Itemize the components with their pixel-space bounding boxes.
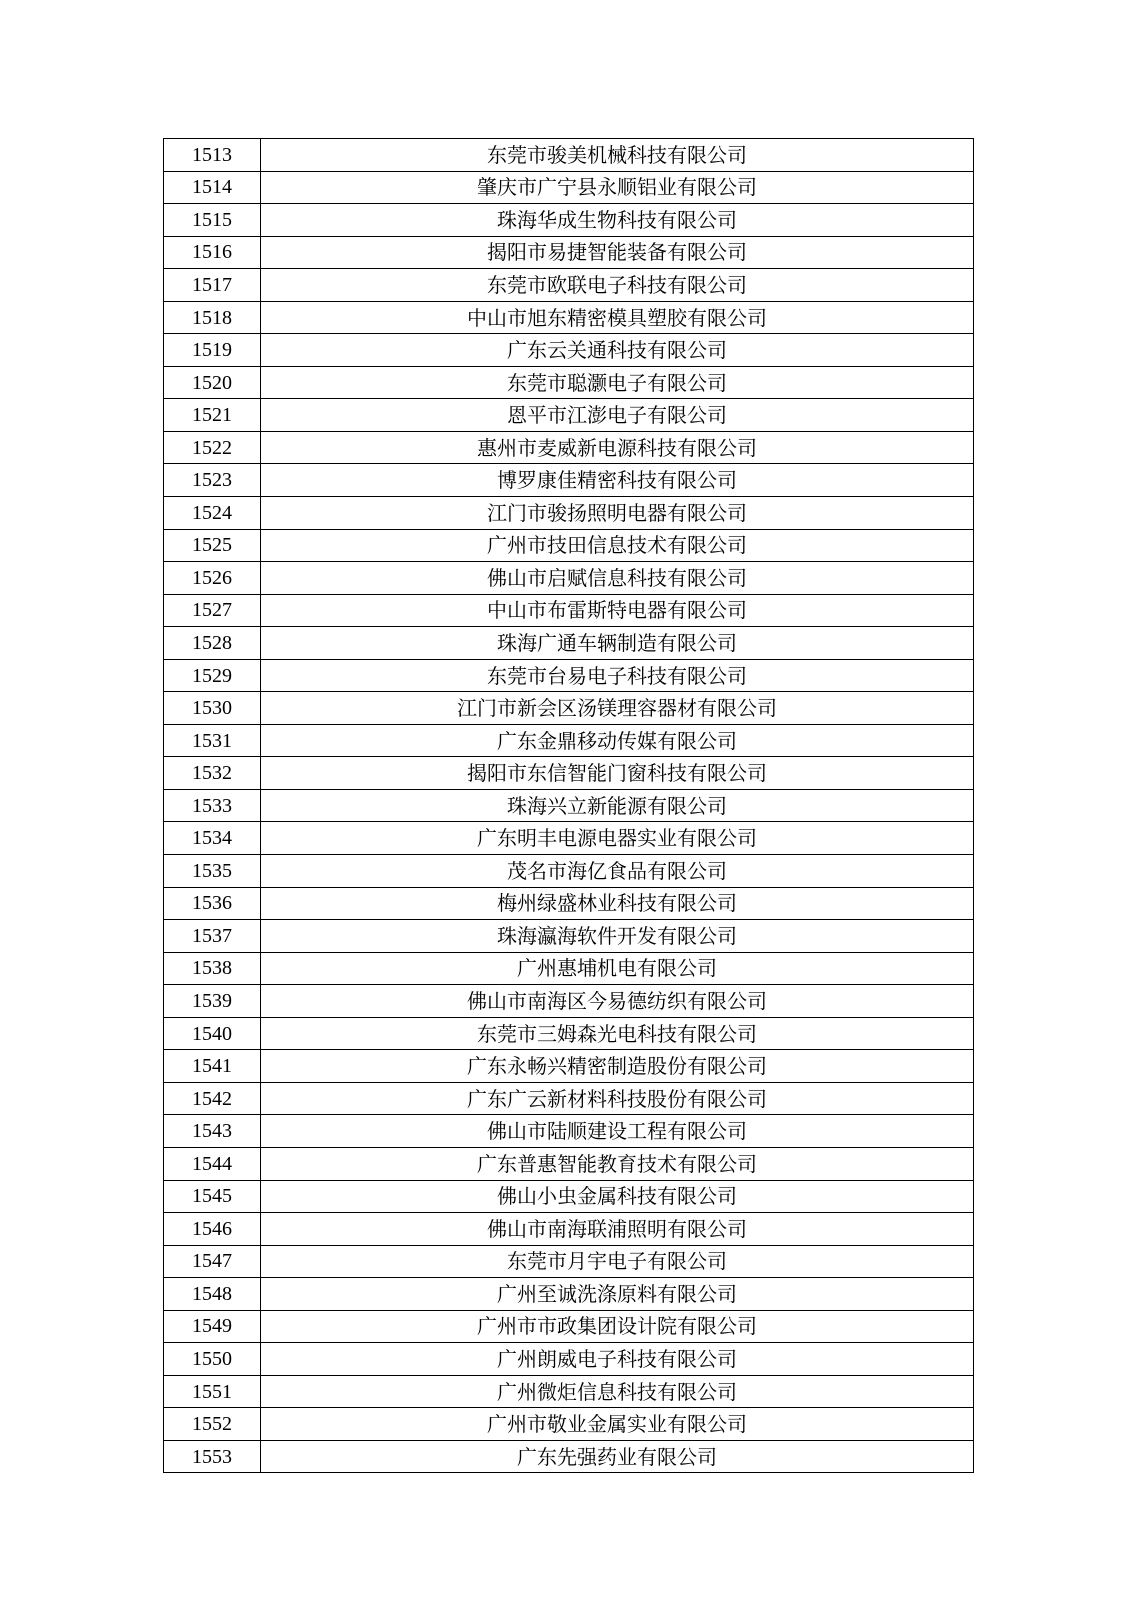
row-number-cell: 1521 [164,399,261,432]
company-name-cell: 广州市技田信息技术有限公司 [261,529,974,562]
company-name-cell: 东莞市欧联电子科技有限公司 [261,269,974,302]
company-list-table [163,138,974,1473]
table-row [164,1375,974,1408]
table-row [164,334,974,367]
table-row [164,1408,974,1441]
company-name-cell: 珠海华成生物科技有限公司 [261,204,974,237]
row-number-cell: 1523 [164,464,261,497]
table-row [164,692,974,725]
table-row [164,920,974,953]
company-name-cell: 东莞市三姆森光电科技有限公司 [261,1017,974,1050]
row-number-cell: 1525 [164,529,261,562]
row-number-cell: 1552 [164,1408,261,1441]
company-name-cell: 广东明丰电源电器实业有限公司 [261,822,974,855]
row-number-cell: 1531 [164,724,261,757]
row-number-cell: 1530 [164,692,261,725]
company-name-cell: 江门市新会区汤镁理容器材有限公司 [261,692,974,725]
row-number-cell: 1535 [164,855,261,888]
row-number-cell: 1545 [164,1180,261,1213]
table-row [164,789,974,822]
row-number-cell: 1538 [164,952,261,985]
row-number-cell: 1524 [164,497,261,530]
row-number-cell: 1527 [164,594,261,627]
company-name-cell: 中山市旭东精密模具塑胶有限公司 [261,301,974,334]
company-name-cell: 珠海兴立新能源有限公司 [261,789,974,822]
table-row [164,1245,974,1278]
row-number-cell: 1520 [164,366,261,399]
table-row [164,464,974,497]
row-number-cell: 1537 [164,920,261,953]
table-row [164,1440,974,1473]
table-row [164,529,974,562]
table-row [164,1343,974,1376]
table-row [164,659,974,692]
row-number-cell: 1544 [164,1147,261,1180]
row-number-cell: 1542 [164,1082,261,1115]
table-row [164,1310,974,1343]
table-row [164,724,974,757]
table-row [164,757,974,790]
company-name-cell: 东莞市台易电子科技有限公司 [261,659,974,692]
row-number-cell: 1529 [164,659,261,692]
table-row [164,594,974,627]
table-row [164,1050,974,1083]
row-number-cell: 1550 [164,1343,261,1376]
table-row [164,431,974,464]
row-number-cell: 1548 [164,1278,261,1311]
row-number-cell: 1514 [164,171,261,204]
row-number-cell: 1549 [164,1310,261,1343]
row-number-cell: 1551 [164,1375,261,1408]
company-name-cell: 佛山市南海区今易德纺织有限公司 [261,985,974,1018]
company-name-cell: 广州至诚洗涤原料有限公司 [261,1278,974,1311]
row-number-cell: 1543 [164,1115,261,1148]
table-row [164,627,974,660]
table-row [164,269,974,302]
company-name-cell: 广东云关通科技有限公司 [261,334,974,367]
table-row [164,204,974,237]
company-name-cell: 广州惠埔机电有限公司 [261,952,974,985]
row-number-cell: 1518 [164,301,261,334]
table-row [164,855,974,888]
company-name-cell: 惠州市麦威新电源科技有限公司 [261,431,974,464]
table-row [164,1082,974,1115]
table-row [164,822,974,855]
row-number-cell: 1539 [164,985,261,1018]
company-name-cell: 佛山市南海联浦照明有限公司 [261,1213,974,1246]
row-number-cell: 1547 [164,1245,261,1278]
company-name-cell: 广东永畅兴精密制造股份有限公司 [261,1050,974,1083]
company-name-cell: 广州朗威电子科技有限公司 [261,1343,974,1376]
company-name-cell: 广东普惠智能教育技术有限公司 [261,1147,974,1180]
table-row [164,399,974,432]
row-number-cell: 1515 [164,204,261,237]
company-name-cell: 广州微炬信息科技有限公司 [261,1375,974,1408]
company-name-cell: 广州市市政集团设计院有限公司 [261,1310,974,1343]
company-name-cell: 广东先强药业有限公司 [261,1440,974,1473]
company-name-cell: 佛山市陆顺建设工程有限公司 [261,1115,974,1148]
row-number-cell: 1528 [164,627,261,660]
row-number-cell: 1534 [164,822,261,855]
company-name-cell: 恩平市江澎电子有限公司 [261,399,974,432]
company-name-cell: 肇庆市广宁县永顺铝业有限公司 [261,171,974,204]
table-row [164,985,974,1018]
row-number-cell: 1517 [164,269,261,302]
table-body [164,139,974,1473]
table-row [164,236,974,269]
company-name-cell: 东莞市聪灏电子有限公司 [261,366,974,399]
company-name-cell: 东莞市月宇电子有限公司 [261,1245,974,1278]
row-number-cell: 1513 [164,139,261,172]
table-row [164,171,974,204]
row-number-cell: 1526 [164,562,261,595]
table-row [164,139,974,172]
company-name-cell: 揭阳市易捷智能装备有限公司 [261,236,974,269]
table-row [164,1115,974,1148]
table-row [164,1213,974,1246]
row-number-cell: 1553 [164,1440,261,1473]
table-row [164,952,974,985]
table-row [164,1278,974,1311]
company-name-cell: 揭阳市东信智能门窗科技有限公司 [261,757,974,790]
row-number-cell: 1522 [164,431,261,464]
row-number-cell: 1532 [164,757,261,790]
row-number-cell: 1516 [164,236,261,269]
company-name-cell: 东莞市骏美机械科技有限公司 [261,139,974,172]
row-number-cell: 1546 [164,1213,261,1246]
table-row [164,1180,974,1213]
table-row [164,366,974,399]
row-number-cell: 1541 [164,1050,261,1083]
company-name-cell: 茂名市海亿食品有限公司 [261,855,974,888]
company-name-cell: 中山市布雷斯特电器有限公司 [261,594,974,627]
row-number-cell: 1519 [164,334,261,367]
company-name-cell: 梅州绿盛林业科技有限公司 [261,887,974,920]
table-row [164,1147,974,1180]
table-row [164,497,974,530]
company-name-cell: 佛山小虫金属科技有限公司 [261,1180,974,1213]
company-name-cell: 珠海瀛海软件开发有限公司 [261,920,974,953]
row-number-cell: 1536 [164,887,261,920]
company-name-cell: 广州市敬业金属实业有限公司 [261,1408,974,1441]
company-name-cell: 珠海广通车辆制造有限公司 [261,627,974,660]
table-row [164,887,974,920]
company-name-cell: 广东广云新材料科技股份有限公司 [261,1082,974,1115]
company-name-cell: 佛山市启赋信息科技有限公司 [261,562,974,595]
table-row [164,301,974,334]
row-number-cell: 1540 [164,1017,261,1050]
company-name-cell: 博罗康佳精密科技有限公司 [261,464,974,497]
table-row [164,1017,974,1050]
row-number-cell: 1533 [164,789,261,822]
table-row [164,562,974,595]
company-name-cell: 江门市骏扬照明电器有限公司 [261,497,974,530]
company-name-cell: 广东金鼎移动传媒有限公司 [261,724,974,757]
